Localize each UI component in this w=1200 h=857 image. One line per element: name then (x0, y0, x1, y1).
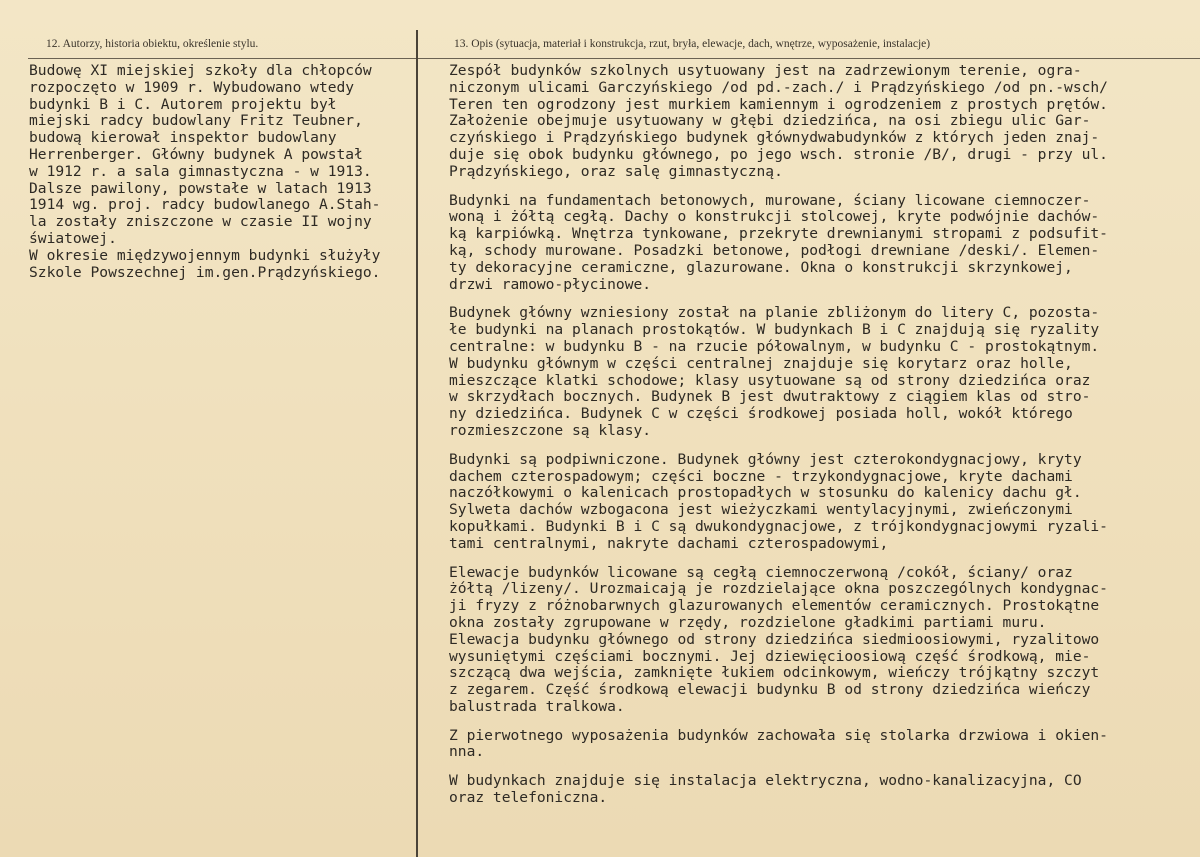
text-line: niczonym ulicami Garczyńskiego /od pd.-zach./ i Prądzyńskiego /od pn.-wsch/ (449, 78, 1108, 96)
description-paragraph (449, 63, 1197, 181)
text-line: budynki B i C. Autorem projektu był (29, 95, 337, 113)
section-12-header: 12. Autorzy, historia obiektu, określenie stylu. (46, 38, 259, 50)
text-line: światowej. (29, 229, 117, 247)
text-line: dachem czterospadowym; części boczne - trzykondygnacjowe, kryte dachami (449, 467, 1073, 485)
text-line: Elewacja budynku głównego od strony dziedzińca siedmioosiowymi, ryzalitowo (449, 630, 1100, 648)
text-line: rozmieszczone są klasy. (449, 421, 652, 439)
text-line: W budynku głównym w części centralnej znajduje się korytarz oraz holle, (449, 354, 1073, 372)
text-line: drzwi ramowo-płycinowe. (449, 275, 652, 293)
text-line: miejski radcy budowlany Fritz Teubner, (29, 112, 363, 130)
text-line: budową kierował inspektor budowlany (29, 129, 337, 147)
description-paragraph (449, 773, 1197, 807)
text-line: mieszczące klatki schodowe; klasy usytuowane są od strony dziedzińca oraz (449, 371, 1091, 389)
text-line: Dalsze pawilony, powstałe w latach 1913 (29, 179, 372, 197)
history-text-column (29, 63, 414, 281)
text-line: Założenie obejmuje usytuowany w głębi dziedzińca, na osi zbiegu ulic Gar- (449, 112, 1091, 130)
history-paragraph (29, 248, 414, 282)
text-line: z zegarem. Część środkową elewacji budynku B od strony dziedzińca wieńczy (449, 681, 1091, 699)
text-line: 1914 wg. proj. radcy budowlanego A.Stah- (29, 196, 381, 214)
text-line: nna. (449, 743, 485, 761)
text-line: Herrenberger. Główny budynek A powstał (29, 145, 363, 163)
text-line: la zostały zniszczone w czasie II wojny (29, 213, 372, 231)
text-line: w skrzydłach bocznych. Budynek B jest dwutraktowy z ciągiem klas od stro- (449, 388, 1091, 406)
section-13-header: 13. Opis (sytuacja, materiał i konstrukcja, rzut, bryła, elewacje, dach, wnętrze, wyposażenie, instalacje) (454, 38, 931, 50)
text-line: duje się obok budynku głównego, po jego wsch. stronie /B/, drugi - przy ul. (449, 145, 1108, 163)
text-line: ką, schody murowane. Posadzki betonowe, podłogi drewniane /deski/. Elemen- (449, 241, 1100, 259)
text-line: Z pierwotnego wyposażenia budynków zachowała się stolarka drzwiowa i okien- (449, 726, 1108, 744)
text-line: Zespół budynków szkolnych usytuowany jest na zadrzewionym terenie, ogra- (449, 62, 1082, 79)
text-line: oraz telefoniczna. (449, 789, 608, 807)
description-paragraph (449, 452, 1197, 553)
description-paragraph (449, 305, 1197, 439)
text-line: Teren ten ogrodzony jest murkiem kamiennym i ogrodzeniem z prostych prętów. (449, 95, 1108, 113)
text-line: kopułkami. Budynki B i C są dwukondygnacjowe, z trójkondygnacjowymi ryzali- (449, 517, 1108, 535)
text-line: W okresie międzywojennym budynki służyły (29, 246, 381, 264)
text-line: ty dekoracyjne ceramiczne, glazurowane. Okna o konstrukcji skrzynkowej, (449, 258, 1073, 276)
header-divider (28, 58, 1200, 59)
text-line: okna zostały zgrupowane w rzędy, rozdzielone gładkimi partiami muru. (449, 613, 1047, 631)
text-line: Budynki na fundamentach betonowych, murowane, ściany licowane ciemnoczer- (449, 191, 1091, 209)
text-line: czyńskiego i Prądzyńskiego budynek głównydwabudynków z których jeden znaj- (449, 129, 1100, 147)
description-text-column (449, 63, 1197, 819)
text-line: ny dziedzińca. Budynek C w części środkowej posiada holl, wokół którego (449, 405, 1073, 423)
description-paragraph (449, 193, 1197, 294)
text-line: woną i żółtą cegłą. Dachy o konstrukcji stolcowej, kryte podwójnie dachów- (449, 208, 1100, 226)
column-divider (416, 30, 418, 857)
text-line: centralne: w budynku B - na rzucie półowalnym, w budynku C - prostokątnym. (449, 337, 1100, 355)
history-paragraph (29, 63, 414, 248)
description-paragraph (449, 728, 1197, 762)
text-line: żółtą /lizeny/. Urozmaicają je rozdzielające okna poszczególnych kondygnac- (449, 580, 1108, 598)
text-line: szczącą dwa wejścia, zamknięte łukiem odcinkowym, wieńczy trójkątny szczyt (449, 664, 1100, 682)
text-line: Budowę XI miejskiej szkoły dla chłopców (29, 62, 372, 79)
text-line: ji fryzy z różnobarwnych glazurowanych elementów ceramicznych. Prostokątne (449, 597, 1100, 615)
text-line: Elewacje budynków licowane są cegłą ciemnoczerwoną /cokół, ściany/ oraz (449, 563, 1073, 581)
text-line: tami centralnymi, nakryte dachami czterospadowymi, (449, 534, 889, 552)
text-line: Szkole Powszechnej im.gen.Prądzyńskiego. (29, 263, 381, 281)
text-line: Budynki są podpiwniczone. Budynek główny jest czterokondygnacjowy, kryty (449, 450, 1082, 468)
text-line: W budynkach znajduje się instalacja elektryczna, wodno-kanalizacyjna, CO (449, 772, 1082, 790)
text-line: rozpoczęto w 1909 r. Wybudowano wtedy (29, 78, 355, 96)
text-line: Prądzyńskiego, oraz salę gimnastyczną. (449, 162, 783, 180)
text-line: ką karpiówką. Wnętrza tynkowane, przekryte drewnianymi stropami z podsufit- (449, 225, 1108, 243)
text-line: w 1912 r. a sala gimnastyczna - w 1913. (29, 162, 372, 180)
text-line: Sylweta dachów wzbogacona jest wieżyczkami wentylacyjnymi, zwieńczonymi (449, 501, 1073, 519)
text-line: balustrada tralkowa. (449, 697, 625, 715)
text-line: łe budynki na planach prostokątów. W budynkach B i C znajdują się ryzality (449, 321, 1100, 339)
text-line: naczółkowymi o kalenicach prostopadłych w stosunku do kalenicy dachu gł. (449, 484, 1082, 502)
description-paragraph (449, 565, 1197, 716)
text-line: Budynek główny wzniesiony został na planie zbliżonym do litery C, pozosta- (449, 304, 1100, 322)
text-line: wysuniętymi częściami bocznymi. Jej dziewięcioosiową część środkową, mie- (449, 647, 1091, 665)
